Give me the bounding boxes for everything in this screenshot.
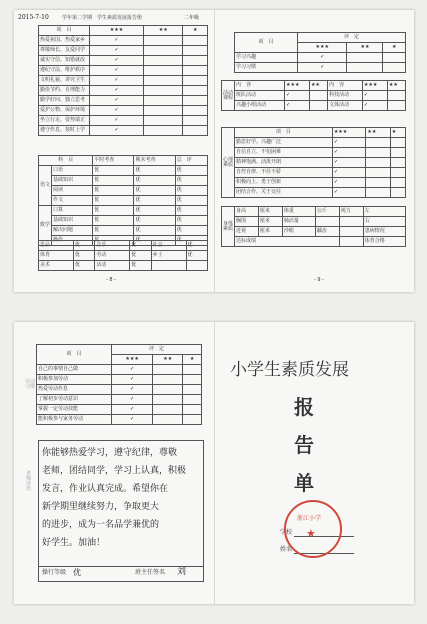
item-label: 阅读 (52, 186, 93, 196)
subject-label: 劳动 (95, 251, 130, 261)
grade-mark: 优 (93, 206, 134, 216)
star-header: ★★ (347, 43, 383, 53)
check-mark: ✓ (90, 96, 144, 106)
star-header: ★ (183, 355, 202, 365)
check-mark: ✓ (90, 86, 144, 96)
table-row (222, 178, 406, 188)
subject-label: 活动 (95, 261, 130, 271)
cell: 公斤 (315, 207, 339, 217)
row-label: 团结合作、关于交往 (235, 188, 333, 198)
table-row (222, 207, 406, 217)
row-label: 兴趣小组活动 (235, 101, 285, 111)
grade-mark: 优 (134, 226, 175, 236)
cell: 肺活量 (282, 217, 315, 227)
table-row (39, 86, 208, 96)
header-cell: 内 容 (235, 81, 285, 91)
check-mark: ✓ (332, 148, 366, 158)
star-header: ★ (383, 43, 406, 53)
check-mark: ✓ (298, 53, 347, 63)
header-cell: 评 定 (112, 345, 202, 355)
comment-side-label: 老师评语 (26, 471, 32, 492)
page-number: - 9 - (314, 277, 324, 283)
table-row (39, 251, 208, 261)
table-header-row (222, 81, 406, 91)
header-cell: 科 目 (39, 156, 93, 166)
table-row (222, 101, 406, 111)
table-row (39, 166, 208, 176)
table-row (39, 196, 208, 206)
table-header-row (39, 156, 208, 166)
grade-mark: 优 (175, 186, 207, 196)
top-spread (14, 10, 414, 292)
row-label: 积极参加劳动 (37, 375, 112, 385)
table-row (222, 138, 406, 148)
grade-mark: 优 (186, 241, 207, 251)
grade-mark: 优 (130, 261, 151, 271)
check-mark: ✓ (112, 385, 153, 395)
row-label: 坐立行走、姿势端正 (39, 116, 90, 126)
table-row (39, 66, 208, 76)
grade-mark: 优 (130, 241, 151, 251)
table-row (24, 365, 202, 375)
grade-mark: 优 (175, 226, 207, 236)
grade-mark: 优 (134, 196, 175, 206)
table-row (222, 188, 406, 198)
grade-mark: 优 (175, 236, 207, 246)
cover-char-report: 报 (294, 395, 314, 419)
header-cell: 项 目 (37, 345, 112, 365)
table-row (39, 206, 208, 216)
row-label: 学习习惯 (235, 63, 298, 73)
table-header-row (235, 33, 406, 43)
subject-label: 乡土 (151, 251, 186, 261)
subject-label: 美术 (39, 261, 74, 271)
row-label: 文体活动 (328, 101, 363, 111)
item-label: 口语 (52, 166, 93, 176)
row-label: 自控自律、不任不骄 (235, 168, 333, 178)
grade-mark: 优 (93, 226, 134, 236)
school-seal (284, 500, 342, 558)
grade-mark: 优 (186, 251, 207, 261)
row-label: 热爱祖国、热爱家乡 (39, 36, 90, 46)
check-mark: ✓ (332, 188, 366, 198)
check-mark: ✓ (112, 415, 153, 425)
table-row (24, 395, 202, 405)
grade-mark: 优 (93, 166, 134, 176)
mental-table (221, 127, 406, 198)
row-label: 自信自立、不怕困难 (235, 148, 333, 158)
cover-char-notice: 告 (294, 433, 314, 457)
teacher-signature: 刘 (177, 567, 187, 577)
comment-line: 发言，作业认真完成。希望你在 (42, 484, 169, 494)
grade-mark: 优 (134, 166, 175, 176)
item-label: 操作 (52, 236, 93, 246)
handwritten-date: 2015-7-10 (18, 14, 49, 21)
cell: 右 (363, 217, 405, 227)
table-row (39, 216, 208, 226)
cell: 身高 (235, 207, 259, 217)
grade-mark: 优 (134, 206, 175, 216)
comment-line: 新学期里继续努力，争取更大 (42, 502, 160, 512)
check-mark: ✓ (362, 91, 387, 101)
row-label: 自己的事情自己做 (37, 365, 112, 375)
grade-mark: 优 (175, 196, 207, 206)
row-label: 尊敬师长、友爱同学 (39, 46, 90, 56)
header-cell: ★ (183, 26, 208, 36)
activity-table (221, 80, 406, 111)
page-number: - 8 - (106, 277, 116, 283)
row-label: 了解初步劳动意识 (37, 395, 112, 405)
row-label: 能积极参与家务劳动 (37, 415, 112, 425)
cell: 厘米 (258, 207, 282, 217)
table-row (39, 76, 208, 86)
table-row (39, 126, 208, 136)
other-subjects-table (38, 240, 208, 271)
table-row (235, 63, 406, 73)
item-label: 基础知识 (52, 176, 93, 186)
cover-title: 小学生素质发展 (230, 360, 349, 380)
table-row (222, 217, 406, 227)
table-header-row (39, 26, 208, 36)
grade-mark: 优 (73, 251, 94, 261)
grade-label: 二年级 (184, 15, 200, 21)
health-table (221, 206, 406, 247)
row-label: 掌握一定劳动技能 (37, 405, 112, 415)
grade-mark: 优 (93, 196, 134, 206)
table-row (39, 56, 208, 66)
page-header: 学年第二学期 学生素质发展报告册 (62, 15, 143, 21)
grade-mark: 优 (73, 241, 94, 251)
row-label: 勤思好学、兴趣广泛 (235, 138, 333, 148)
side-label: 劳动习惯 (25, 378, 36, 390)
comment-line: 好学生。加油！ (42, 538, 106, 548)
check-mark: ✓ (332, 168, 366, 178)
table-row (39, 96, 208, 106)
table-row (39, 106, 208, 116)
header-cell: 内 容 (328, 81, 363, 91)
cell: 沙眼 (282, 227, 315, 237)
signature-row (39, 566, 203, 579)
table-row (24, 375, 202, 385)
table-row (24, 405, 202, 415)
school-label: 学校 (280, 529, 293, 536)
row-label: 精神饱满、活泼开朗 (235, 158, 333, 168)
check-mark: ✓ (90, 36, 144, 46)
check-mark: ✓ (362, 101, 387, 111)
cell: 体育合格 (363, 237, 405, 247)
cell: 体重 (282, 207, 315, 217)
row-label: 热爱劳动作息 (37, 385, 112, 395)
conduct-grade: 优 (73, 568, 81, 577)
cell: 龋齿 (315, 227, 339, 237)
spread-fold (214, 322, 215, 604)
header-cell: 项 目 (235, 128, 333, 138)
header-cell: 期末考查 (134, 156, 175, 166)
table-row (39, 261, 208, 271)
table-row (39, 46, 208, 56)
grade-mark: 优 (175, 216, 207, 226)
grade-mark: 优 (134, 236, 175, 246)
seal-star-icon: ★ (306, 527, 316, 540)
check-mark: ✓ (332, 178, 366, 188)
row-label: 诚实守信、知错就改 (39, 56, 90, 66)
header-cell: ★★ (387, 81, 405, 91)
header-cell: ★★★ (362, 81, 387, 91)
header-cell: ★★ (309, 81, 327, 91)
header-cell: ★ (390, 128, 405, 138)
row-label: 班队活动 (235, 91, 285, 101)
star-header: ★★★ (112, 355, 153, 365)
table-row (24, 385, 202, 395)
star-header: ★★★ (298, 43, 347, 53)
check-mark: ✓ (112, 375, 153, 385)
table-row (222, 91, 406, 101)
table-row (39, 176, 208, 186)
star-header: ★★ (153, 355, 183, 365)
subject-table (38, 155, 208, 246)
item-label: 作文 (52, 196, 93, 206)
row-label: 勤学好问、独立思考 (39, 96, 90, 106)
cell: 左 (363, 207, 405, 217)
table-header-row (222, 128, 406, 138)
subject-label: 音乐 (95, 241, 130, 251)
conduct-label: 操行等级 (42, 569, 67, 576)
table-row (39, 116, 208, 126)
subject-label: 数学 (39, 206, 52, 246)
comment-line: 你能够热爱学习，遵守纪律，尊敬 (42, 448, 178, 458)
check-mark: ✓ (90, 46, 144, 56)
table-row (222, 237, 406, 247)
subject-label: 思品 (39, 241, 74, 251)
item-label: 基础知识 (52, 216, 93, 226)
check-mark: ✓ (90, 116, 144, 126)
grade-mark: 优 (175, 206, 207, 216)
spread-fold (214, 10, 215, 292)
header-cell: ★★★ (332, 128, 366, 138)
check-mark: ✓ (285, 91, 310, 101)
header-cell: 项 目 (235, 33, 298, 53)
side-label: 心理素质 (222, 128, 235, 198)
row-label: 积极向上、勇于创新 (235, 178, 333, 188)
grade-mark: 优 (93, 176, 134, 186)
row-label: 遵纪守法、维护秩序 (39, 66, 90, 76)
table-row (39, 226, 208, 236)
grade-mark: 优 (93, 216, 134, 226)
grade-mark: 优 (175, 176, 207, 186)
check-mark: ✓ (112, 395, 153, 405)
cell: 厘米 (258, 217, 282, 227)
row-label: 爱护公物、保护环境 (39, 106, 90, 116)
item-label: 解决问题 (52, 226, 93, 236)
header-cell: ★★ (144, 26, 183, 36)
check-mark: ✓ (90, 126, 144, 136)
header-cell: 项 目 (39, 26, 90, 36)
table-row (222, 148, 406, 158)
labor-table (24, 344, 202, 425)
table-row (39, 186, 208, 196)
check-mark: ✓ (298, 63, 347, 73)
check-mark: ✓ (90, 76, 144, 86)
item-label: 口算 (52, 206, 93, 216)
check-mark: ✓ (90, 56, 144, 66)
row-label: 文明礼貌、讲究卫生 (39, 76, 90, 86)
check-mark: ✓ (112, 365, 153, 375)
check-mark: ✓ (332, 138, 366, 148)
header-cell: ★★★ (90, 26, 144, 36)
row-label: 遵守作息、按时上学 (39, 126, 90, 136)
grade-mark: 优 (93, 186, 134, 196)
side-label: 活动课程 (222, 81, 235, 111)
teacher-comment-box (38, 440, 204, 582)
seal-text: 浙江小学 (297, 515, 322, 522)
check-mark: ✓ (90, 66, 144, 76)
name-label: 姓名 (280, 546, 293, 553)
grade-mark: 优 (73, 261, 94, 271)
grade-mark: 优 (175, 166, 207, 176)
grade-mark: 优 (134, 176, 175, 186)
check-mark: ✓ (90, 106, 144, 116)
header-cell: 评 定 (298, 33, 406, 43)
table-row (235, 53, 406, 63)
grade-mark: 优 (93, 236, 134, 246)
side-label: 身体素质 (222, 207, 235, 247)
study-table (234, 32, 406, 73)
comment-line: 老师，团结同学，学习上认真，积极 (42, 466, 187, 476)
header-cell: 平时考查 (93, 156, 134, 166)
subject-label: 体育 (39, 251, 74, 261)
check-mark: ✓ (112, 405, 153, 415)
bottom-spread (14, 322, 414, 604)
check-mark: ✓ (285, 101, 310, 111)
table-row (222, 158, 406, 168)
cell: 患病情况 (363, 227, 405, 237)
table-row (39, 36, 208, 46)
grade-mark: 优 (134, 216, 175, 226)
cover-char-sheet: 单 (294, 471, 314, 495)
teacher-sign-label: 班主任签名 (135, 569, 166, 576)
header-cell: ★★★ (285, 81, 310, 91)
comment-line: 的进步，成为一名品学兼优的 (42, 520, 160, 530)
row-label: 科技活动 (328, 91, 363, 101)
table-row (39, 241, 208, 251)
table-row (222, 168, 406, 178)
cell: 视力 (339, 207, 363, 217)
grade-mark: 优 (134, 186, 175, 196)
cell: 近视 (235, 227, 259, 237)
table-row (24, 415, 202, 425)
subject-label: 语文 (39, 166, 52, 206)
header-cell: 总 评 (175, 156, 207, 166)
check-mark: ✓ (332, 158, 366, 168)
header-cell: ★★ (366, 128, 390, 138)
cell: 达标成绩 (235, 237, 340, 247)
subject-label: 社会 (151, 241, 186, 251)
table-header-row (24, 345, 202, 355)
table-row (222, 227, 406, 237)
quality-table (38, 25, 208, 136)
cell: 胸围 (235, 217, 259, 227)
grade-mark: 优 (130, 251, 151, 261)
row-label: 学习兴趣 (235, 53, 298, 63)
cell: 厘米 (258, 227, 282, 237)
row-label: 勤俭节约、自理能力 (39, 86, 90, 96)
